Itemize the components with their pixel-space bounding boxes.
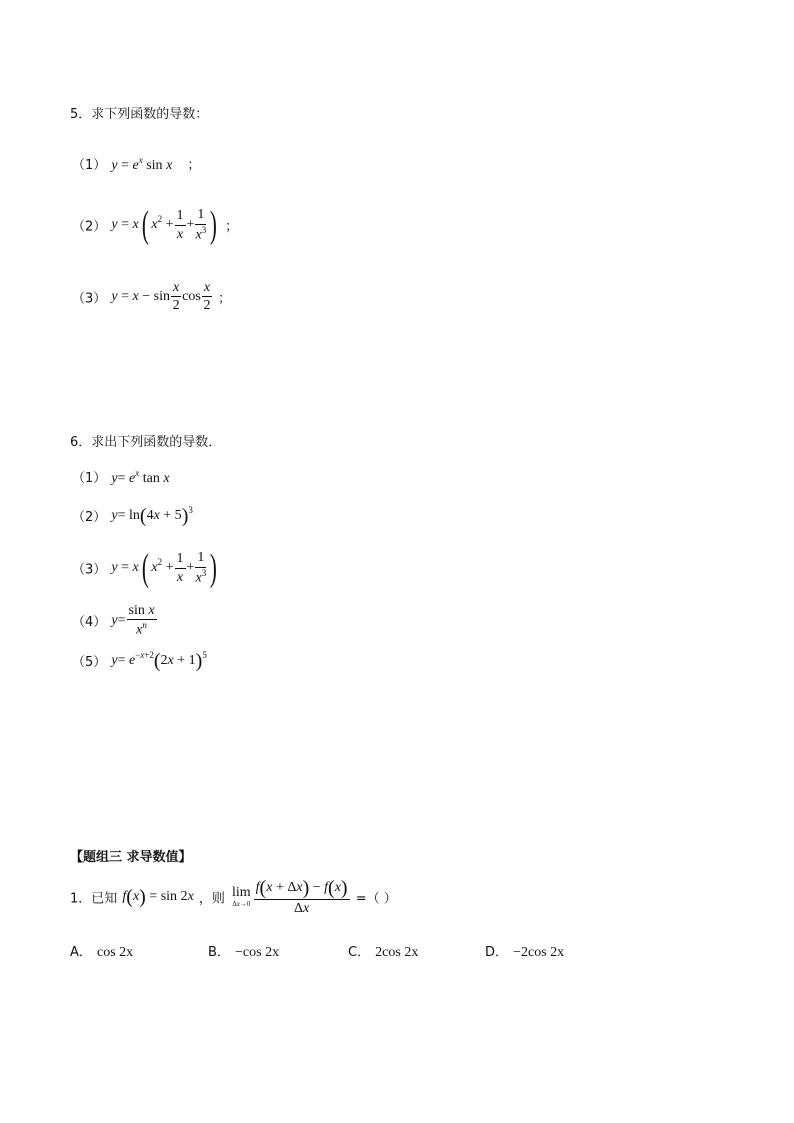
s6-item2-formula: $y= \ln(4x + 5)^3$ [111, 504, 193, 527]
g3-option-c[interactable] [348, 941, 418, 960]
s5-item1-formula: $y = e^x$ sin x [111, 155, 173, 173]
s5-item2-tail: ； [225, 219, 239, 235]
s6-item4-label: （4） [72, 615, 107, 631]
s6-item1-label: （1） [72, 471, 107, 486]
option-d-expr: −2cos 2x [513, 945, 565, 960]
g3-q1-limit: lim Δx→0 $\frac{f(x + \Delta x) - f(x)}{\Delta x}$ [231, 877, 348, 916]
g3-option-a[interactable] [70, 941, 133, 960]
s6-item4-formula: y= $\frac{\text{sin x}}{x^n}$ [111, 603, 155, 639]
g3-q1-prefix: 1．已知 [70, 891, 118, 907]
option-c-letter: C． [348, 945, 371, 960]
s5-item2-label: （2） [72, 219, 107, 235]
option-b-expr: −cos 2x [235, 945, 280, 960]
s5-item2 [72, 206, 238, 244]
g3-option-d[interactable] [485, 941, 564, 960]
g3-option-b[interactable] [208, 941, 279, 960]
s6-item5-label: （5） [72, 655, 107, 670]
s6-item4 [72, 603, 158, 638]
s6-item3-label: （3） [72, 562, 107, 578]
section6-title: 6．求出下列函数的导数． [70, 435, 222, 450]
s6-item5 [72, 650, 207, 671]
s6-item3-formula: y = x( $x^2$ + $\frac{1}{x}$ + $\frac{1}{x^3}$ ) [111, 547, 218, 589]
option-a-letter: A． [70, 945, 92, 960]
option-a-expr: cos 2x [97, 945, 134, 960]
s5-item1-label: （1） [72, 158, 107, 173]
s6-item5-formula: $y= e^{-x+2}(2x + 1)^5$ [111, 649, 207, 672]
option-c-expr: 2cos 2x [375, 945, 419, 960]
s5-item3-tail: ； [218, 291, 232, 307]
s6-item3 [72, 549, 220, 587]
s5-item3-formula: y = x − sin $\frac{x}{2}$ cos $\frac{x}{2}$ [111, 280, 211, 314]
option-d-letter: D． [485, 945, 509, 960]
g3-q1-function: f(x) = sin 2x [122, 886, 194, 909]
g3-q1-middle: ，则 [198, 891, 225, 907]
section5-title: 5．求下列函数的导数： [70, 107, 209, 122]
s6-item2-label: （2） [72, 510, 107, 525]
s5-item1 [72, 154, 200, 173]
group3-heading: 【题组三 求导数值】 [70, 850, 192, 865]
option-b-letter: B． [208, 945, 230, 960]
g3-question1 [70, 878, 397, 916]
s5-item2-formula: y = x( $x^2$ + $\frac{1}{x}$ + $\frac{1}{x^3}$ ) [111, 204, 218, 246]
s6-item1-formula: $y= e^x$ tan x [111, 468, 170, 486]
s6-item2 [72, 505, 193, 526]
s6-item1 [72, 467, 170, 486]
s5-item1-tail: ； [187, 158, 201, 173]
s5-item3 [72, 280, 231, 314]
g3-q1-blank: =（ ） [355, 891, 397, 907]
s5-item3-label: （3） [72, 291, 107, 307]
